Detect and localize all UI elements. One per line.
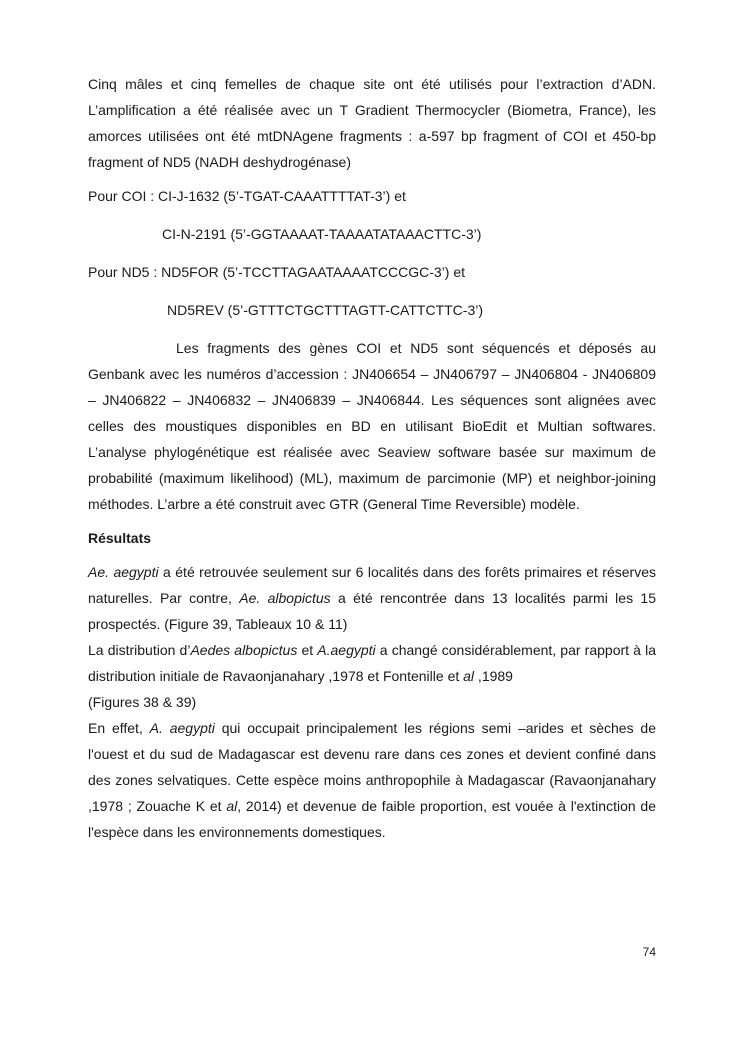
primer-coi-forward: Pour COI : CI-J-1632 (5’-TGAT-CAAATTTTAT-3’) et: [88, 188, 406, 204]
species-name: A.aegypti: [317, 642, 376, 658]
primer-nd5-forward: Pour ND5 : ND5FOR (5’-TCCTTAGAATAAAATCCCGC-3’) et: [88, 264, 466, 280]
results-heading: Résultats: [88, 530, 152, 546]
methods-paragraph-sequencing: Les fragments des gènes COI et ND5 sont séquencés et déposés au Genbank avec les numéros d’accession : JN406654 – JN406797 – JN406804 - JN406809 – JN406822 – JN406832 – JN406839 – JN406844. Les séquences sont alignées avec celles des moustiques disponibles en BD en utilisant BioEdit et Multian softwares. L’analyse phylogénétique est réalisée avec Seaview software basée sur maximum de probabilité (maximum likelihood) (ML), maximum de parcimonie (MP) et neighbor-joining méthodes. L’arbre a été construit avec GTR (General Time Reversible) modèle.: [88, 340, 656, 512]
methods-paragraph-dna-extraction: Cinq mâles et cinq femelles de chaque site ont été utilisés pour l’extraction d’ADN. L’amplification a été réalisée avec un T Gradient Thermocycler (Biometra, France), les amorces utilisées ont été mtDNAgene fragments : a-597 bp fragment of COI et 450-bp fragment of ND5 (NADH deshydrogénase): [88, 76, 656, 170]
page-number: 74: [642, 945, 656, 959]
species-name: Ae. albopictus: [239, 590, 331, 606]
primer-nd5-reverse: ND5REV (5’-GTTTCTGCTTTAGTT-CATTCTTC-3’): [167, 302, 484, 318]
results-paragraph-localities: Ae. aegypti a été retrouvée seulement sur 6 localités dans des forêts primaires et réserves naturelles. Par contre, Ae. albopictus a été rencontrée dans 13 localités parmi les 15 prospectés. (Figure 39, Tableaux 10 & 11): [88, 564, 657, 632]
primer-coi-reverse: CI-N-2191 (5’-GGTAAAAT-TAAAATATAAACTTC-3’): [162, 226, 482, 242]
results-paragraph-distribution: La distribution d’Aedes albopictus et A.aegypti a changé considérablement, par rapport à la distribution initiale de Ravaonjanahary ,1978 et Fontenille et al ,1989: [88, 642, 656, 684]
results-paragraph-aegypti-decline: En effet, A. aegypti qui occupait principalement les régions semi –arides et sèches de l'ouest et du sud de Madagascar est devenu rare dans ces zones et devient confiné dans des zones selvatiques. Cette espèce moins anthropophile à Madagascar (Ravaonjanahary ,1978 ; Zouache K et al, 2014) et devenue de faible proportion, est vouée à l'extinction de l'espèce dans les environnements domestiques.: [88, 720, 657, 840]
species-name: Aedes albopictus: [190, 642, 298, 658]
species-name: A. aegypti: [149, 720, 215, 736]
species-name: Ae. aegypti: [88, 564, 159, 580]
results-figure-reference: (Figures 38 & 39): [88, 694, 197, 710]
page-content: [88, 71, 656, 845]
